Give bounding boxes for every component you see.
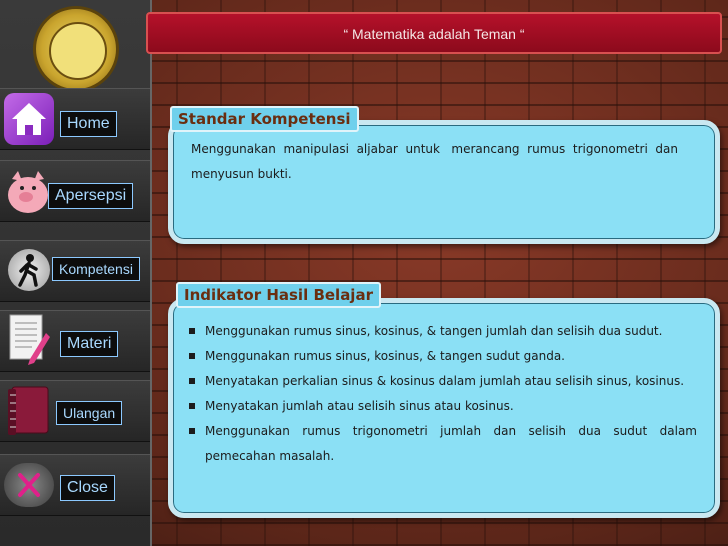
indikator-list xyxy=(187,319,697,469)
nav-home-label: Home xyxy=(60,111,117,137)
nav-apersepsi-button[interactable] xyxy=(0,160,150,222)
nav-kompetensi-button[interactable] xyxy=(0,240,150,302)
indikator-item: Menggunakan rumus sinus, kosinus, & tangen jumlah dan selisih dua sudut. xyxy=(187,319,697,344)
indikator-item: Menyatakan jumlah atau selisih sinus atau kosinus. xyxy=(187,394,697,419)
nav-materi-button[interactable] xyxy=(0,310,150,372)
sidebar xyxy=(0,0,152,546)
standar-line-2: menyusun bukti. xyxy=(191,167,292,181)
indikator-item: Menggunakan rumus trigonometri jumlah dan selisih dua sudut dalam pemecahan masalah. xyxy=(187,419,697,469)
nav-ulangan-label: Ulangan xyxy=(56,401,122,425)
university-seal-logo xyxy=(33,6,119,92)
book-icon xyxy=(4,383,54,439)
indikator-item: Menyatakan perkalian sinus & kosinus dalam jumlah atau selisih sinus, kosinus. xyxy=(187,369,697,394)
nav-ulangan-button[interactable] xyxy=(0,380,150,442)
indikator-hasil-belajar-heading: Indikator Hasil Belajar xyxy=(176,282,381,308)
pig-mascot-icon xyxy=(4,163,52,219)
walking-person-icon xyxy=(8,249,50,291)
nav-close-button[interactable] xyxy=(0,454,150,516)
close-icon xyxy=(4,463,54,507)
home-icon xyxy=(4,93,54,145)
indikator-item: Menggunakan rumus sinus, kosinus, & tangen sudut ganda. xyxy=(187,344,697,369)
indikator-panel xyxy=(168,298,720,518)
nav-home-button[interactable] xyxy=(0,88,150,150)
nav-apersepsi-label: Apersepsi xyxy=(48,183,133,209)
nav-kompetensi-label: Kompetensi xyxy=(52,257,140,281)
standar-line-1: Menggunakan manipulasi aljabar untuk merancang rumus trigonometri dan xyxy=(191,142,679,156)
standar-text-block xyxy=(191,137,699,187)
title-bar xyxy=(146,12,722,54)
document-pen-icon xyxy=(6,311,54,369)
seal-inner xyxy=(49,22,107,80)
standar-kompetensi-heading: Standar Kompetensi xyxy=(170,106,359,132)
nav-materi-label: Materi xyxy=(60,331,118,357)
nav-close-label: Close xyxy=(60,475,115,501)
page-title: “ Matematika adalah Teman “ xyxy=(343,26,525,42)
standar-kompetensi-panel xyxy=(168,120,720,244)
